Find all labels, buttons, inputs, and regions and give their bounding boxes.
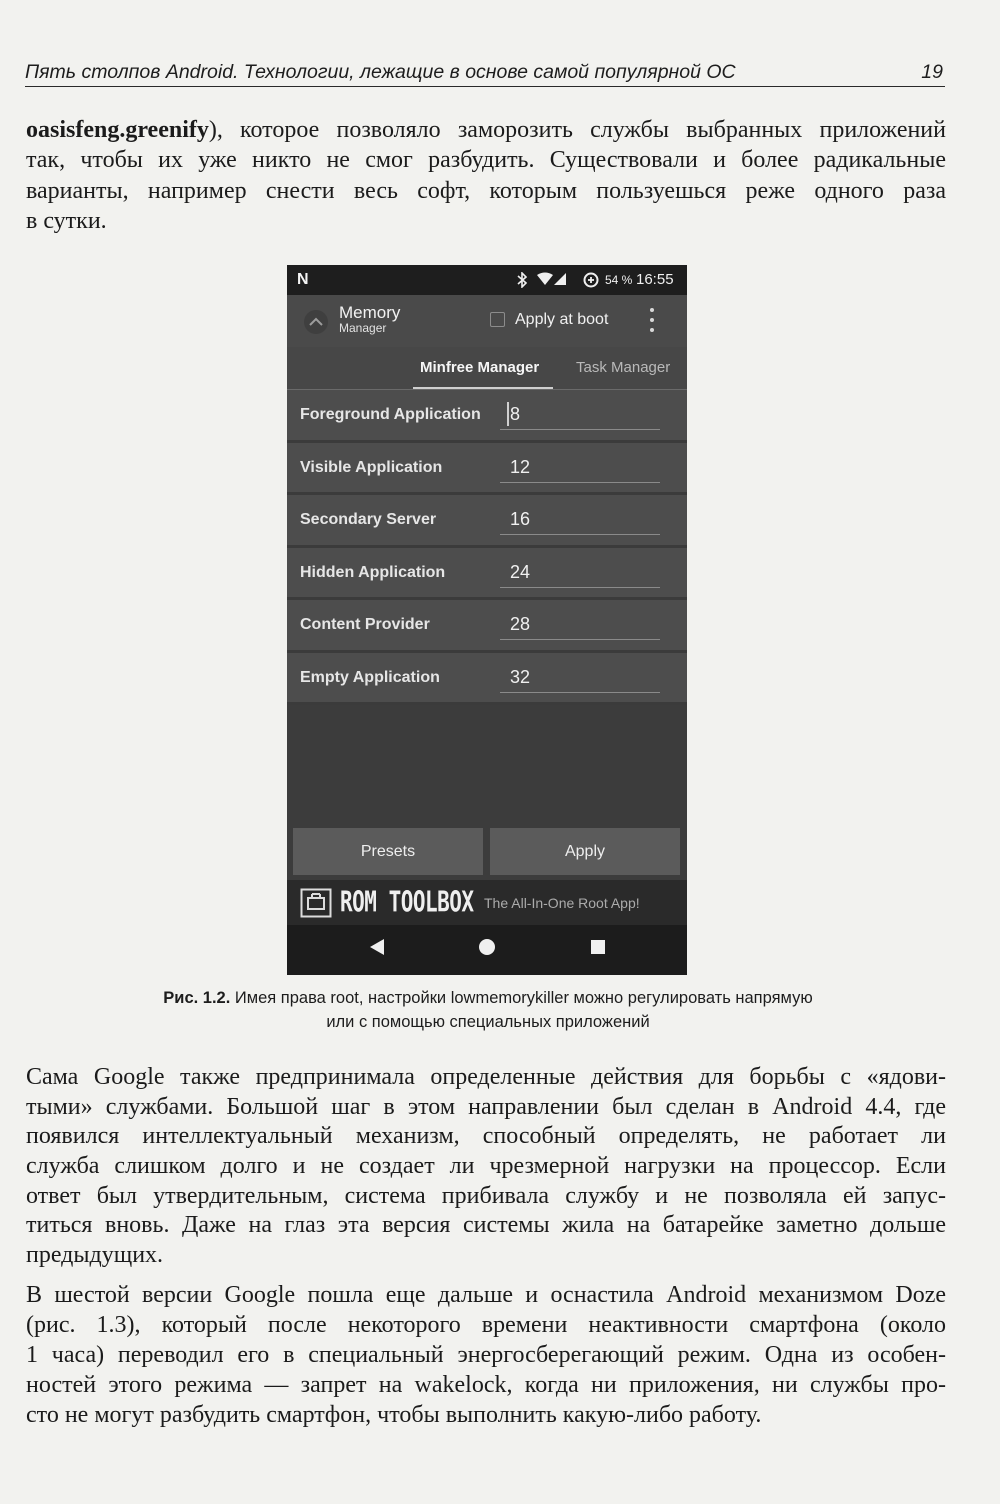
tab-indicator — [413, 387, 553, 389]
foreground-application-input[interactable] — [500, 399, 660, 430]
ad-banner[interactable] — [287, 880, 687, 925]
caption-text: Имея права root, настройки lowmemorykiller можно регулировать напрямую — [230, 989, 813, 1007]
wifi-icon — [537, 272, 553, 286]
row-label: Content Provider — [300, 616, 430, 633]
data-saver-icon — [583, 272, 599, 288]
row-label: Secondary Server — [300, 511, 437, 528]
banner-logo: ROM TOOLBOX — [340, 885, 474, 919]
hidden-application-input[interactable] — [500, 557, 660, 588]
figure-label: Рис. 1.2. — [163, 989, 231, 1007]
apply-at-boot-label[interactable]: Apply at boot — [515, 311, 609, 328]
paragraph-2 — [26, 1063, 946, 1271]
cell-signal-icon — [554, 273, 566, 285]
row-label: Hidden Application — [300, 563, 446, 581]
secondary-server-input[interactable] — [500, 504, 660, 535]
content-provider-input[interactable] — [500, 609, 660, 640]
row-value: 16 — [510, 509, 531, 529]
clock: 16:55 — [636, 271, 674, 288]
back-icon[interactable] — [370, 939, 384, 955]
minfree-row-empty — [287, 653, 687, 706]
package-name: oasisfeng.greenify — [26, 117, 209, 143]
text-line: сто не могут разбудить смартфон, чтобы выполнить какую-либо работу. — [26, 1402, 762, 1428]
text-line: в сутки. — [26, 207, 107, 234]
text-line: Сама Google также предпринимала определенные действия для борьбы с «ядови- — [26, 1064, 946, 1090]
app-bar — [287, 295, 687, 347]
text-line: 1 часа) переводил его в специальный энергосберегающий режим. Одна из особен- — [26, 1342, 946, 1368]
text-line: В шестой версии Google пошла еще дальше и оснастила Android механизмом Doze — [26, 1282, 946, 1308]
minfree-row-secondary-server — [287, 495, 687, 548]
text-line: ответ был утвердительным, система прибивала службу и не позволяла ей запус- — [26, 1182, 946, 1209]
home-icon[interactable] — [479, 939, 495, 955]
header-rule — [25, 86, 945, 87]
app-subtitle: Manager — [339, 321, 387, 335]
figure-screenshot — [287, 265, 687, 975]
tab-bar — [287, 347, 687, 390]
row-value: 32 — [510, 666, 531, 687]
text-line: варианты, например снести весь софт, которым пользуешься реже одного раза — [26, 177, 946, 204]
paragraph-1 — [26, 115, 946, 236]
text-line: служба слишком долго и не создает ли чрезмерной нагрузки на процессор. Если — [26, 1153, 946, 1180]
battery-percent: 54 % — [605, 273, 633, 287]
apply-button[interactable]: Apply — [490, 828, 680, 875]
text-line: появился интеллектуальный механизм, способный определять, не работает ли — [26, 1123, 946, 1150]
tab-task-manager[interactable]: Task Manager — [576, 359, 671, 376]
toolbox-icon — [300, 888, 332, 918]
row-value: 12 — [510, 456, 531, 477]
empty-application-input[interactable] — [500, 662, 660, 693]
overflow-menu-icon[interactable] — [647, 307, 657, 333]
apply-at-boot-checkbox[interactable] — [490, 312, 505, 327]
minfree-row-foreground — [287, 390, 687, 443]
row-value: 24 — [510, 561, 531, 582]
minfree-row-visible — [287, 443, 687, 496]
text-line: ностей этого режима — запрет на wakelock, когда ни приложения, ни службы про- — [26, 1372, 946, 1398]
text-line: (рис. 1.3), который после некоторого времени неактивности смартфона (около — [26, 1312, 946, 1338]
visible-application-input[interactable] — [500, 452, 660, 483]
figure-caption — [88, 986, 888, 1034]
running-title: Пять столпов Android. Технологии, лежащие в основе самой популярной ОС — [25, 61, 736, 83]
text-line: титься вновь. Даже на глаз эта версия системы жила на батарейке заметно дольше — [26, 1212, 946, 1239]
paragraph-3 — [26, 1280, 946, 1430]
row-value: 28 — [510, 614, 531, 634]
presets-button[interactable]: Presets — [293, 828, 483, 875]
recents-icon[interactable] — [591, 940, 605, 954]
caption-line-1 — [88, 986, 888, 1010]
app-chevron-icon[interactable] — [303, 309, 329, 335]
row-value: 8 — [510, 404, 521, 424]
tab-minfree-manager[interactable]: Minfree Manager — [420, 359, 540, 376]
text-line: тыми» службами. Большой шаг в этом направлении был сделан в Android 4.4, где — [26, 1093, 946, 1120]
text-line: предыдущих. — [26, 1242, 164, 1269]
row-label: Foreground Application — [300, 406, 481, 423]
text-line: так, чтобы их уже никто не смог разбудить. Существовали и более радикальные — [26, 147, 946, 174]
text-cursor — [507, 402, 509, 426]
row-label: Visible Application — [300, 458, 443, 476]
row-label: Empty Application — [300, 668, 440, 686]
caption-line-2: или с помощью специальных приложений — [326, 1013, 650, 1031]
text-line-rest: ), которое позволяло заморозить службы выбранных приложений — [208, 117, 946, 143]
page-number: 19 — [921, 61, 943, 83]
navigation-bar — [287, 925, 687, 975]
minfree-row-hidden — [287, 548, 687, 601]
banner-tagline: The All-In-One Root App! — [484, 895, 640, 911]
minfree-row-content-provider — [287, 600, 687, 653]
bluetooth-icon — [517, 272, 527, 288]
running-header — [25, 60, 945, 84]
status-bar — [287, 265, 687, 295]
app-title: Memory — [339, 303, 401, 322]
text-line — [26, 115, 946, 145]
notification-icon: N — [297, 271, 309, 288]
